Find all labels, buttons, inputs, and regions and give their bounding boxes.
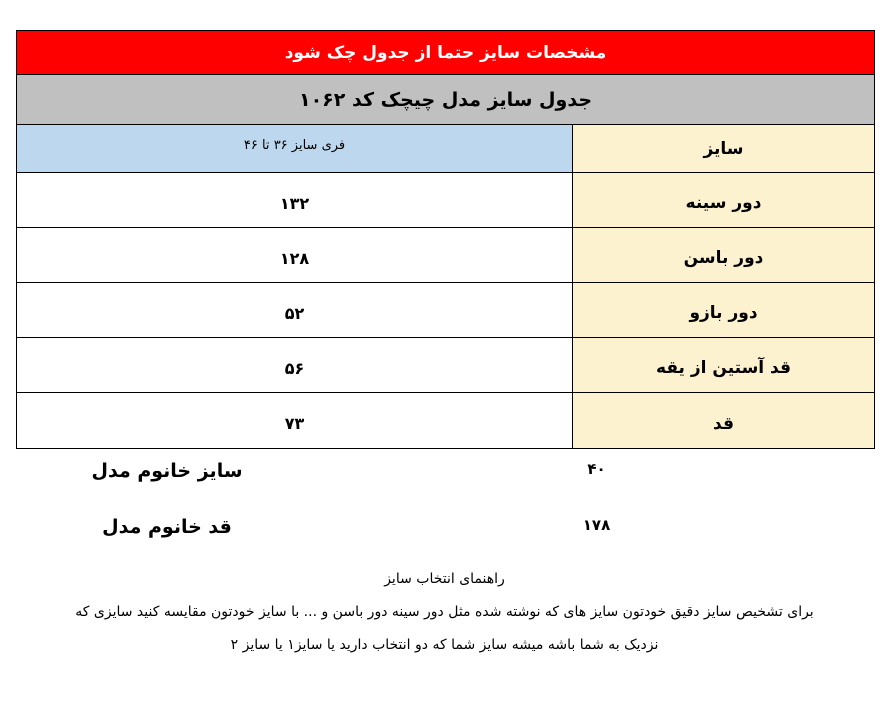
row-label: قد آستین از یقه [572,338,874,392]
row-label: دور بازو [572,283,874,337]
row-value: ۱۳۲ [279,193,310,213]
table-title: جدول سایز مدل چیچک کد ۱۰۶۲ [17,75,874,125]
table-row [17,338,874,393]
table-header-row [17,125,874,173]
row-label: دور سینه [572,173,874,227]
header-value: فری سایز ۳۶ تا ۴۶ [17,125,572,172]
model-height-row [16,516,875,538]
row-value: ۵۲ [284,303,305,323]
row-label: دور باسن [572,228,874,282]
warning-banner: مشخصات سایز حتما از جدول چک شود [17,31,874,75]
model-size-value: ۴۰ [587,460,606,478]
table-row [17,283,874,338]
table-row [17,173,874,228]
table-row [17,393,874,448]
model-size-label: سایز خانوم مدل [91,460,243,482]
table-row [17,228,874,283]
guide-line-1: برای تشخیص سایز دقیق خودتون سایز های که نوشته شده مثل دور سینه دور باسن و ... با سایز خودتون مقایسه کنید سایزی که [75,604,814,620]
row-value: ۵۶ [284,358,305,378]
row-label: قد [572,393,874,448]
guide-title: راهنمای انتخاب سایز [384,571,505,587]
size-table [16,30,875,449]
guide-line-2: نزدیک به شما باشه میشه سایز شما که دو انتخاب دارید یا سایز۱ یا سایز ۲ [230,637,659,653]
row-value: ۷۳ [284,414,305,433]
header-label: سایز [572,125,874,172]
row-value: ۱۲۸ [279,248,310,268]
model-height-label: قد خانوم مدل [102,516,232,538]
model-size-row [16,460,875,482]
model-height-value: ۱۷۸ [582,516,611,534]
